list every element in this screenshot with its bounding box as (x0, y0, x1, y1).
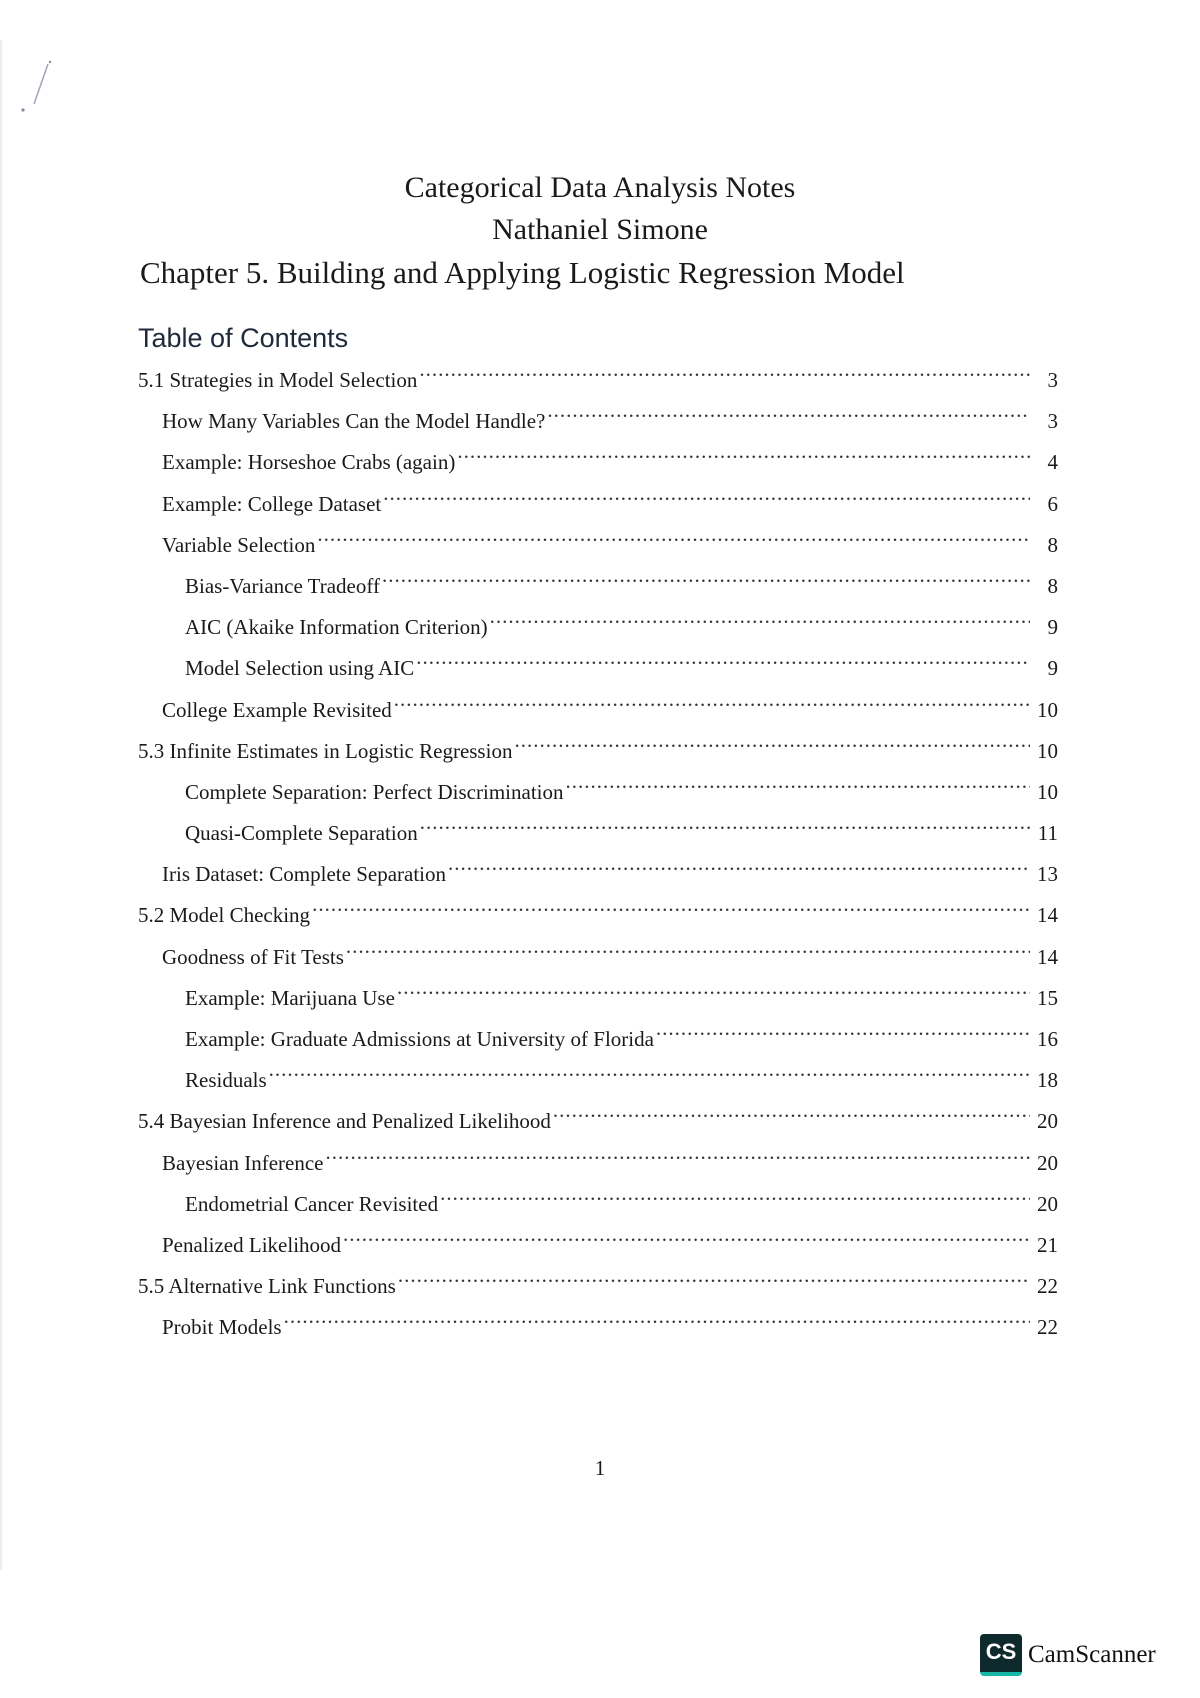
toc-entry-page: 20 (1037, 1150, 1058, 1175)
toc-entry-label: 5.5 Alternative Link Functions (138, 1274, 396, 1299)
toc-entry-label: College Example Revisited (162, 697, 392, 722)
toc-entry-label: How Many Variables Can the Model Handle? (162, 409, 546, 434)
toc-dot-leader (547, 407, 1030, 428)
toc-entry[interactable] (138, 1225, 1058, 1266)
toc-dot-leader (565, 778, 1030, 799)
toc-entry[interactable] (138, 813, 1058, 854)
toc-dot-leader (490, 613, 1030, 634)
toc-dot-leader (553, 1107, 1030, 1128)
document-header (0, 168, 1200, 250)
toc-entry-page: 11 (1037, 821, 1058, 846)
toc-entry[interactable] (138, 401, 1058, 442)
toc-entry-page: 9 (1047, 656, 1058, 681)
toc-entry[interactable] (138, 1060, 1058, 1101)
toc-entry-page: 20 (1037, 1109, 1058, 1134)
toc-entry-label: Residuals (185, 1068, 267, 1093)
camscanner-brand: CamScanner (1028, 1641, 1156, 1668)
toc-entry[interactable] (138, 1266, 1058, 1307)
toc-dot-leader (346, 943, 1030, 964)
toc-dot-leader (420, 819, 1030, 840)
toc-entry-page: 18 (1037, 1068, 1058, 1093)
toc-entry[interactable] (138, 978, 1058, 1019)
toc-entry-label: 5.3 Infinite Estimates in Logistic Regression (138, 738, 513, 763)
toc-dot-leader (457, 448, 1030, 469)
toc-dot-leader (416, 654, 1030, 675)
toc-entry-page: 21 (1037, 1232, 1058, 1257)
toc-entry-page: 8 (1047, 532, 1058, 557)
toc-entry[interactable] (138, 360, 1058, 401)
page-number: 1 (594, 1456, 606, 1480)
toc-entry-page: 10 (1037, 779, 1058, 804)
toc-entry-label: Endometrial Cancer Revisited (185, 1191, 439, 1216)
toc-entry[interactable] (138, 937, 1058, 978)
toc-entry-page: 10 (1037, 738, 1058, 763)
toc-entry-page: 15 (1037, 985, 1058, 1010)
toc-entry[interactable] (138, 607, 1058, 648)
toc-dot-leader (382, 572, 1030, 593)
toc-dot-leader (312, 901, 1030, 922)
toc-entry-label: 5.4 Bayesian Inference and Penalized Likelihood (138, 1109, 551, 1134)
toc-dot-leader (397, 984, 1030, 1005)
toc-entry[interactable] (138, 484, 1058, 525)
toc-entry-page: 22 (1037, 1315, 1058, 1340)
toc-entry-label: Bias-Variance Tradeoff (185, 573, 380, 598)
chapter-title: Chapter 5. Building and Applying Logistic Regression Model (140, 255, 905, 290)
toc-dot-leader (440, 1190, 1030, 1211)
toc-entry[interactable] (138, 1019, 1058, 1060)
toc-dot-leader (317, 531, 1030, 552)
toc-entry[interactable] (138, 525, 1058, 566)
toc-entry[interactable] (138, 690, 1058, 731)
toc-entry[interactable] (138, 772, 1058, 813)
toc-entry[interactable] (138, 1184, 1058, 1225)
toc-entry-label: Example: College Dataset (162, 491, 382, 516)
toc-entry[interactable] (138, 1307, 1058, 1348)
toc-entry-label: Complete Separation: Perfect Discrimination (185, 779, 564, 804)
document-author: Nathaniel Simone (492, 213, 708, 246)
toc-entry-label: AIC (Akaike Information Criterion) (185, 615, 488, 640)
toc-entry[interactable] (138, 1101, 1058, 1142)
toc-entry-page: 16 (1037, 1027, 1058, 1051)
toc-entry-label: Example: Marijuana Use (185, 985, 395, 1010)
toc-entry-page: 13 (1037, 862, 1058, 887)
toc-entry-page: 14 (1037, 944, 1058, 969)
toc-entry-label: Variable Selection (162, 532, 316, 557)
toc-entry-page: 6 (1047, 491, 1058, 516)
toc-entry-page: 3 (1047, 409, 1058, 434)
toc-entry-label: Penalized Likelihood (162, 1232, 342, 1257)
toc-entry[interactable] (138, 854, 1058, 895)
toc-dot-leader (284, 1313, 1030, 1334)
toc-entry[interactable] (138, 442, 1058, 483)
toc-dot-leader (326, 1149, 1031, 1170)
toc-entry-label: 5.2 Model Checking (138, 903, 311, 928)
toc-entry-label: Goodness of Fit Tests (162, 944, 344, 969)
toc-entry[interactable] (138, 566, 1058, 607)
toc-entry-page: 8 (1047, 573, 1058, 598)
toc-entry-label: Iris Dataset: Complete Separation (162, 862, 447, 887)
toc-dot-leader (398, 1272, 1030, 1293)
toc-heading: Table of Contents (138, 323, 349, 353)
table-of-contents (138, 360, 1058, 1349)
toc-entry-page: 9 (1047, 615, 1058, 640)
toc-entry[interactable] (138, 1143, 1058, 1184)
toc-entry-page: 3 (1047, 368, 1058, 392)
toc-entry-label: 5.1 Strategies in Model Selection (138, 368, 418, 392)
toc-entry-label: Quasi-Complete Separation (185, 821, 418, 846)
toc-entry-page: 14 (1037, 903, 1058, 928)
toc-dot-leader (514, 737, 1030, 758)
toc-entry[interactable] (138, 648, 1058, 689)
camscanner-watermark (980, 1634, 1156, 1676)
toc-entry-label: Probit Models (162, 1315, 282, 1340)
toc-entry-label: Model Selection using AIC (185, 656, 415, 681)
toc-entry[interactable] (138, 731, 1058, 772)
toc-entry-label: Example: Graduate Admissions at University of Florida (185, 1027, 654, 1051)
document-title: Categorical Data Analysis Notes (404, 171, 796, 204)
toc-dot-leader (269, 1066, 1030, 1087)
toc-entry-page: 22 (1037, 1274, 1058, 1299)
scan-artifact-mark (20, 60, 54, 120)
toc-dot-leader (383, 490, 1030, 511)
toc-dot-leader (448, 860, 1030, 881)
toc-entry-page: 10 (1037, 697, 1058, 722)
camscanner-logo-icon: CS (980, 1634, 1022, 1676)
toc-dot-leader (656, 1025, 1030, 1046)
toc-entry-page: 20 (1037, 1191, 1058, 1216)
toc-entry-label: Example: Horseshoe Crabs (again) (162, 450, 456, 475)
toc-dot-leader (394, 696, 1030, 717)
toc-entry[interactable] (138, 895, 1058, 936)
toc-entry-label: Bayesian Inference (162, 1150, 324, 1175)
toc-dot-leader (343, 1231, 1030, 1252)
toc-dot-leader (419, 366, 1030, 387)
toc-entry-page: 4 (1047, 450, 1058, 475)
